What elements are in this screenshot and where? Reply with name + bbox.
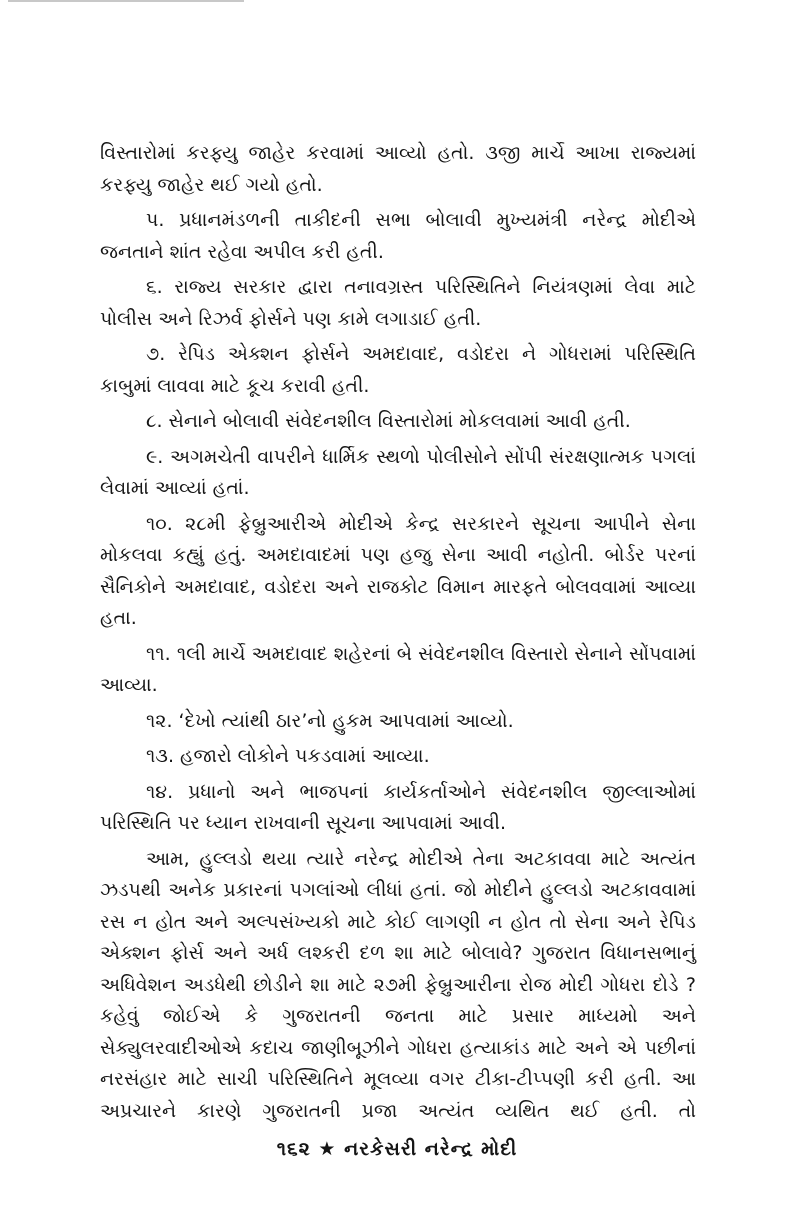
page-footer	[0, 1138, 794, 1160]
paragraph-continuation: વિસ્તારોમાં કરફ્યુ જાહેર કરવામાં આવ્યો હતો. ૩જી માર્ચે આખા રાજ્યમાં કરફ્યુ જાહેર થઈ ગયો હતો.	[100, 142, 696, 196]
paragraph-item-9: ૯. અગમચેતી વાપરીને ધાર્મિક સ્થળો પોલીસોને સોંપી સંરક્ષણાત્મક પગલાં લેવામાં આવ્યાં હતાં.	[100, 445, 696, 499]
paragraph-item-11: ૧૧. ૧લી માર્ચે અમદાવાદ શહેરનાં બે સંવેદનશીલ વિસ્તારો સેનાને સોંપવામાં આવ્યા.	[100, 642, 696, 696]
paragraph-item-7: ૭. રેપિડ એક્શન ફોર્સને અમદાવાદ, વડોદરા ને ગોધરામાં પરિસ્થિતિ કાબુમાં લાવવા માટે કૂચ કરાવી હતી.	[100, 343, 696, 397]
paragraph-item-6: ૬. રાજ્ય સરકાર દ્વારા તનાવગ્રસ્ત પરિસ્થિતિને નિયંત્રણમાં લેવા માટે પોલીસ અને રિઝર્વ ફોર્સને પણ કામે લગાડાઈ હતી.	[100, 276, 696, 330]
star-icon: ★	[318, 1138, 337, 1160]
paragraph-summary: આમ, હુલ્લડો થયા ત્યારે નરેન્દ્ર મોદીએ તેના અટકાવવા માટે અત્યંત ઝડપથી અનેક પ્રકારનાં પગલાંઓ લીધાં હતાં. જો મોદીને હુલ્લડો અટકાવવામાં રસ ન હોત અને અલ્પસંખ્યકો માટે કોઈ લાગણી ન હોત તો સેના અને રેપિડ એક્શન ફોર્સ અને અર્ધ લશ્કરી દળ શા માટે બોલાવે? ગુજરાત વિધાનસભાનું અધિવેશન અડધેથી છોડીને શા માટે ૨૭મી ફેબ્રુઆરીના રોજ મોદી ગોધરા દોડે ? કહેવું જોઈએ કે ગુજરાતની જનતા માટે પ્રસાર માધ્યમો અને સેક્યુલરવાદીઓએ કદાચ જાણીબૂઝીને ગોધરા હત્યાકાંડ માટે અને એ પછીનાં નરસંહાર માટે સાચી પરિસ્થિતિને મૂલવ્યા વગર ટીકા-ટીપ્પણી કરી હતી. આ અપ્રચારને કારણે ગુજરાતની પ્રજા અત્યંત વ્યથિત થઈ હતી. તો	[100, 847, 696, 1122]
paragraph-item-12: ૧૨. ‘દેખો ત્યાંથી ઠાર’નો હુકમ આપવામાં આવ્યો.	[146, 709, 514, 732]
paragraph-item-5: પ. પ્રધાનમંડળની તાકીદની સભા બોલાવી મુખ્યમંત્રી નરેન્દ્ર મોદીએ જનતાને શાંત રહેવા અપીલ કરી હતી.	[100, 209, 696, 263]
paragraph-item-10: ૧૦. ૨૮મી ફેબ્રુઆરીએ મોદીએ કેન્દ્ર સરકારને સૂચના આપીને સેના મોકલવા કહ્યું હતું. અમદાવાદમાં પણ હજુ સેના આવી નહોતી. બોર્ડર પરનાં સૈનિકોને અમદાવાદ, વડોદરા અને રાજકોટ વિમાન મારફતે બોલવવામાં આવ્યા હતા.	[100, 512, 696, 629]
paragraph-item-8: ૮. સેનાને બોલાવી સંવેદનશીલ વિસ્તારોમાં મોકલવામાં આવી હતી.	[146, 410, 631, 432]
paragraph-item-13: ૧૩. હજારો લોકોને પકડવામાં આવ્યા.	[146, 745, 430, 767]
page-number: ૧૬૨	[276, 1138, 311, 1160]
paragraph-item-14: ૧૪. પ્રધાનો અને ભાજપનાં કાર્યકર્તાઓને સંવેદનશીલ જીલ્લાઓમાં પરિસ્થિતિ પર ધ્યાન રાખવાની સૂચના આપવામાં આવી.	[100, 780, 696, 834]
book-title: નરકેસરી નરેન્દ્ર મોદી	[344, 1138, 518, 1160]
page-body	[100, 138, 696, 1131]
top-scan-rule	[8, 0, 244, 2]
